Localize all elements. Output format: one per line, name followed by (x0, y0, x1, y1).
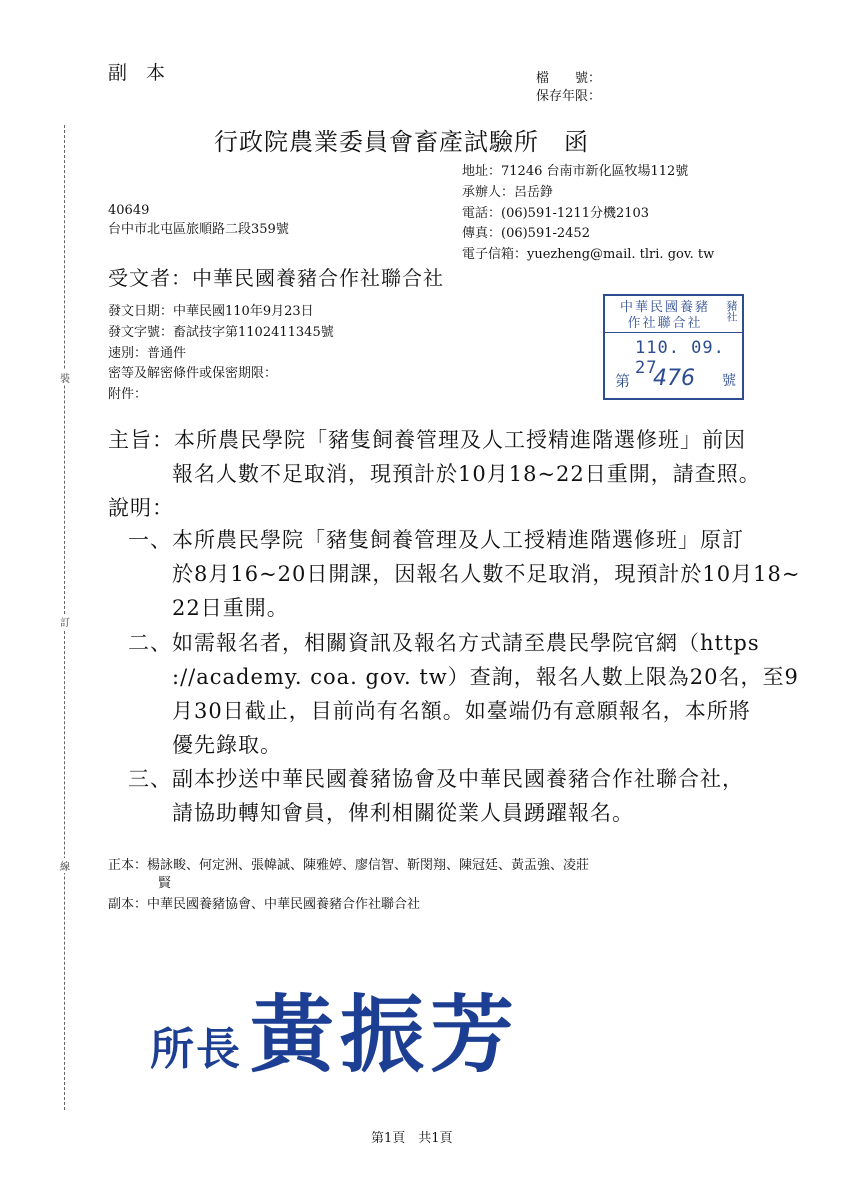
explanation-label: 說明： (108, 496, 174, 520)
signature-name: 黃振芳 (250, 985, 521, 1084)
item-2-line-1: 二、如需報名者，相關資訊及報名方式請至農民學院官網（https (128, 631, 760, 655)
recipient-postal-code: 40649 (108, 203, 150, 218)
sender-address: 地址：71246 台南市新化區牧場112號 (462, 164, 689, 179)
receipt-stamp (603, 294, 744, 400)
page-footer: 第1頁 共1頁 (371, 1131, 453, 1146)
item-3-line-2: 請協助轉知會員，俾利相關從業人員踴躍報名。 (172, 801, 634, 825)
agency-title: 行政院農業委員會畜產試驗所 函 (214, 128, 589, 156)
stamp-date: 110. 09. 27 (635, 338, 725, 378)
attachment: 附件： (108, 387, 148, 402)
item-3-line-1: 三、副本抄送中華民國養豬協會及中華民國養豬合作社聯合社， (128, 767, 744, 791)
item-2-line-3: 月30日截止，目前尚有名額。如臺端仍有意願報名，本所將 (172, 699, 751, 723)
stamp-no-label: 第 (615, 372, 631, 390)
stamp-org: 中華民國養豬作社聯合社 (619, 300, 710, 331)
original-recipients-line-2: 賢 (158, 876, 172, 891)
issue-date: 發文日期：中華民國110年9月23日 (108, 304, 314, 319)
stamp-side: 豬社 (725, 300, 738, 322)
stamp-number: 476 (653, 366, 695, 391)
director-signature (150, 968, 520, 1089)
speed: 速別：普通件 (108, 346, 187, 361)
binding-mark-zhuang: 裝 (58, 370, 72, 385)
secrecy: 密等及解密條件或保密期限： (108, 366, 278, 381)
item-2-line-2: ://academy. coa. gov. tw）查詢，報名人數上限為20名，至9 (172, 665, 799, 689)
item-1-line-3: 22日重開。 (172, 596, 289, 620)
recipient: 受文者：中華民國養豬合作社聯合社 (108, 266, 444, 290)
subject-line-1: 主旨：本所農民學院「豬隻飼養管理及人工授精進階選修班」前因 (108, 428, 746, 452)
sender-handler: 承辦人：呂岳錚 (462, 185, 554, 200)
stamp-divider (605, 332, 742, 333)
item-2-line-4: 優先錄取。 (172, 733, 282, 757)
file-no-label: 檔 號： (536, 71, 602, 86)
subject-line-2: 報名人數不足取消，現預計於10月18~22日重開，請查照。 (172, 462, 761, 486)
retention-label: 保存年限： (536, 89, 602, 104)
sender-fax: 傳真：(06)591-2452 (462, 226, 590, 241)
item-1-line-2: 於8月16~20日開課，因報名人數不足取消，現預計於10月18~ (172, 562, 801, 586)
signature-title: 所長 (150, 1024, 242, 1075)
binding-mark-xian: 線 (58, 858, 72, 873)
sender-phone: 電話：(06)591-1211分機2103 (462, 206, 650, 221)
copy-recipients: 副本：中華民國養豬協會、中華民國養豬合作社聯合社 (108, 897, 421, 912)
recipient-street: 台中市北屯區旅順路二段359號 (108, 222, 289, 237)
copy-mark: 副 本 (108, 62, 166, 84)
stamp-unit: 號 (722, 373, 736, 389)
sender-email: 電子信箱：yuezheng@mail. tlri. gov. tw (462, 247, 715, 262)
doc-number: 發文字號：畜試技字第1102411345號 (108, 325, 334, 340)
item-1-line-1: 一、本所農民學院「豬隻飼養管理及人工授精進階選修班」原訂 (128, 528, 744, 552)
original-recipients-line-1: 正本：楊詠畯、何定洲、張幃誠、陳雅婷、廖信智、靳閔翔、陳冠廷、黃盂強、凌莊 (108, 858, 590, 873)
binding-mark-ding: 訂 (58, 614, 72, 629)
